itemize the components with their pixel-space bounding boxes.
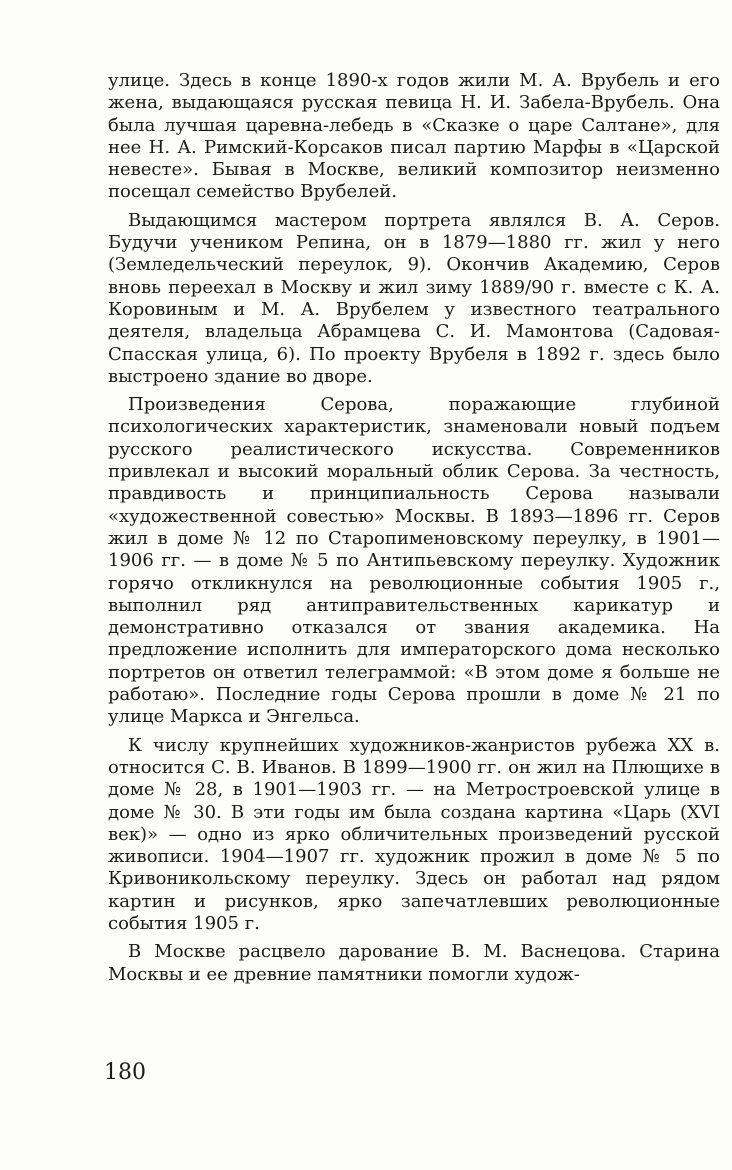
page-number: 180 xyxy=(104,1060,146,1085)
paragraph-vrubel-continuation: улице. Здесь в конце 1890-х годов жили М. А. Врубель и его жена, выдающаяся русская певица Н. И. Забела-Врубель. Она была лучшая царевна-лебедь в «Сказке о царе Салтане», для нее Н. А. Римский-Корсаков писал партию Марфы в «Царской невесте». Бывая в Москве, великий композитор неизменно посещал семейство Врубелей. xyxy=(108,70,720,203)
body-text xyxy=(108,70,720,992)
paragraph-vasnetsov: В Москве расцвело дарование В. М. Васнецова. Старина Москвы и ее древние памятники помогли худож- xyxy=(108,941,720,985)
paragraph-ivanov: К числу крупнейших художников-жанристов рубежа XX в. относится С. В. Иванов. В 1899—1900 гг. он жил на Плющихе в доме № 28, в 1901—1903 гг. — на Метростроевской улице в доме № 30. В эти годы им была создана картина «Царь (XVI век)» — одно из ярко обличительных произведений русской живописи. 1904—1907 гг. художник прожил в доме № 5 по Кривоникольскому переулку. Здесь он работал над рядом картин и рисунков, ярко запечатлевших революционные события 1905 г. xyxy=(108,734,720,934)
paragraph-serov-works: Произведения Серова, поражающие глубиной психологических характеристик, знаменовали новый подъем русского реалистического искусства. Современников привлекал и высокий моральный облик Серова. За честность, правдивость и принципиальность Серова называли «художественной совестью» Москвы. В 1893—1896 гг. Серов жил в доме № 12 по Старопименовскому переулку, в 1901—1906 гг. — в доме № 5 по Антипьевскому переулку. Художник горячо откликнулся на революционные события 1905 г., выполнил ряд антиправительственных карикатур и демонстративно отказался от звания академика. На предложение исполнить для императорского дома несколько портретов он ответил телеграммой: «В этом доме я больше не работаю». Последние годы Серова прошли в доме № 21 по улице Маркса и Энгельса. xyxy=(108,394,720,728)
paragraph-serov-portraitist: Выдающимся мастером портрета являлся В. А. Серов. Будучи учеником Репина, он в 1879—1880 гг. жил у него (Земледельческий переулок, 9). Окончив Академию, Серов вновь переехал в Москву и жил зиму 1889/90 г. вместе с К. А. Коровиным и М. А. Врубелем у известного театрального деятеля, владельца Абрамцева С. И. Мамонтова (Садовая-Спасская улица, 6). По проекту Врубеля в 1892 г. здесь было выстроено здание во дворе. xyxy=(108,209,720,387)
